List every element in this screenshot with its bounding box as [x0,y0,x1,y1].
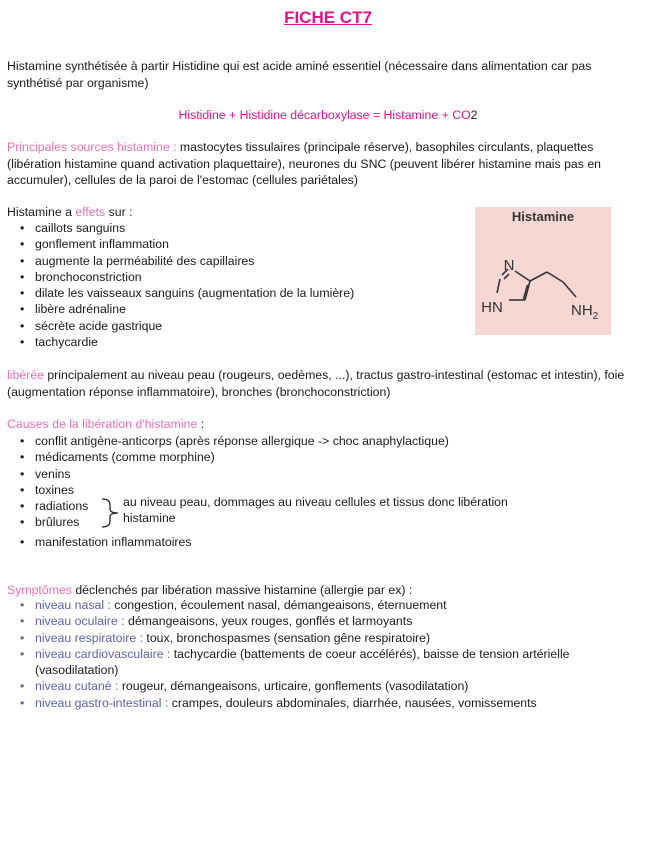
list-item: • conflit antigène-anticorps (après réponse allergique -> choc anaphylactique) [7,433,607,449]
list-item: • dilate les vaisseaux sanguins (augmentation de la lumière) [7,285,467,301]
list-item: • manifestation inflammatoires [7,534,607,550]
list-item: • libère adrénaline [7,301,467,317]
list-item: • radiations [7,498,607,514]
list-item: • brûlures [7,514,607,530]
histamine-structure-icon [475,207,611,335]
symptoms-list [7,597,607,711]
liberee-paragraph: libérée principalement au niveau peau (rougeurs, oedèmes, ...), tractus gastro-intestinal (estomac et intestin), foie (augmentation réponse inflammatoire), bronches (bronchoconstriction) [7,368,625,399]
list-item: • niveau gastro-intestinal : crampes, douleurs abdominales, diarrhée, nausées, vomissements [7,695,607,711]
molecule-title: Histamine [511,209,575,224]
list-item: • niveau oculaire : démangeaisons, yeux rouges, gonflés et larmoyants [7,613,607,629]
brace-icon [100,497,122,529]
nitrogen-label: N [503,257,515,274]
effects-list [7,220,467,350]
intro-paragraph: Histamine synthétisée à partir Histidine qui est acide aminé essentiel (nécessaire dans alimentation car pas synthétisé par organisme) [7,59,592,90]
brace-note: au niveau peau, dommages au niveau cellules et tissus donc libération histamine [123,495,508,526]
list-item: • bronchoconstriction [7,269,467,285]
list-item: • niveau nasal : congestion, écoulement nasal, démangeaisons, éternuement [7,597,607,613]
hn-label: HN [481,299,503,316]
list-item: • niveau cardiovasculaire : tachycardie (battements de coeur accélérés), baisse de tension artérielle (vasodilatation) [7,646,607,679]
synthesis-equation: Histidine + Histidine décarboxylase = Histamine + CO2 [178,108,478,122]
page-title: FICHE CT7 [284,8,372,27]
list-item: • caillots sanguins [7,220,467,236]
causes-list [7,433,607,550]
list-item: • niveau respiratoire : toux, bronchospasmes (sensation gêne respiratoire) [7,630,607,646]
sources-paragraph: Principales sources histamine : mastocytes tissulaires (principale réserve), basophiles circulants, plaquettes (libération histamine quand activation plaquettaire), neurones du SNC (peuvent libérer histamine mais pas en accumuler), cellules de la paroi de l'estomac (cellules pariétales) [7,140,601,187]
list-item: • sécrète acide gastrique [7,318,467,334]
list-item: • toxines [7,482,607,498]
list-item: • gonflement inflammation [7,236,467,252]
symptoms-heading: Symptômes déclenchés par libération massive histamine (allergie par ex) : [7,583,413,597]
effects-heading: Histamine a effets sur : [7,205,133,219]
list-item: • venins [7,466,607,482]
amine-label: $NH_2$ [571,302,599,322]
histamine-molecule-figure [475,207,611,335]
list-item: • tachycardie [7,334,467,350]
list-item: • augmente la perméabilité des capillaires [7,253,467,269]
causes-heading: Causes de la libération d'histamine : [7,417,205,431]
list-item: • médicaments (comme morphine) [7,449,607,465]
list-item: • niveau cutané : rougeur, démangeaisons, urticaire, gonflements (vasodilatation) [7,678,607,694]
